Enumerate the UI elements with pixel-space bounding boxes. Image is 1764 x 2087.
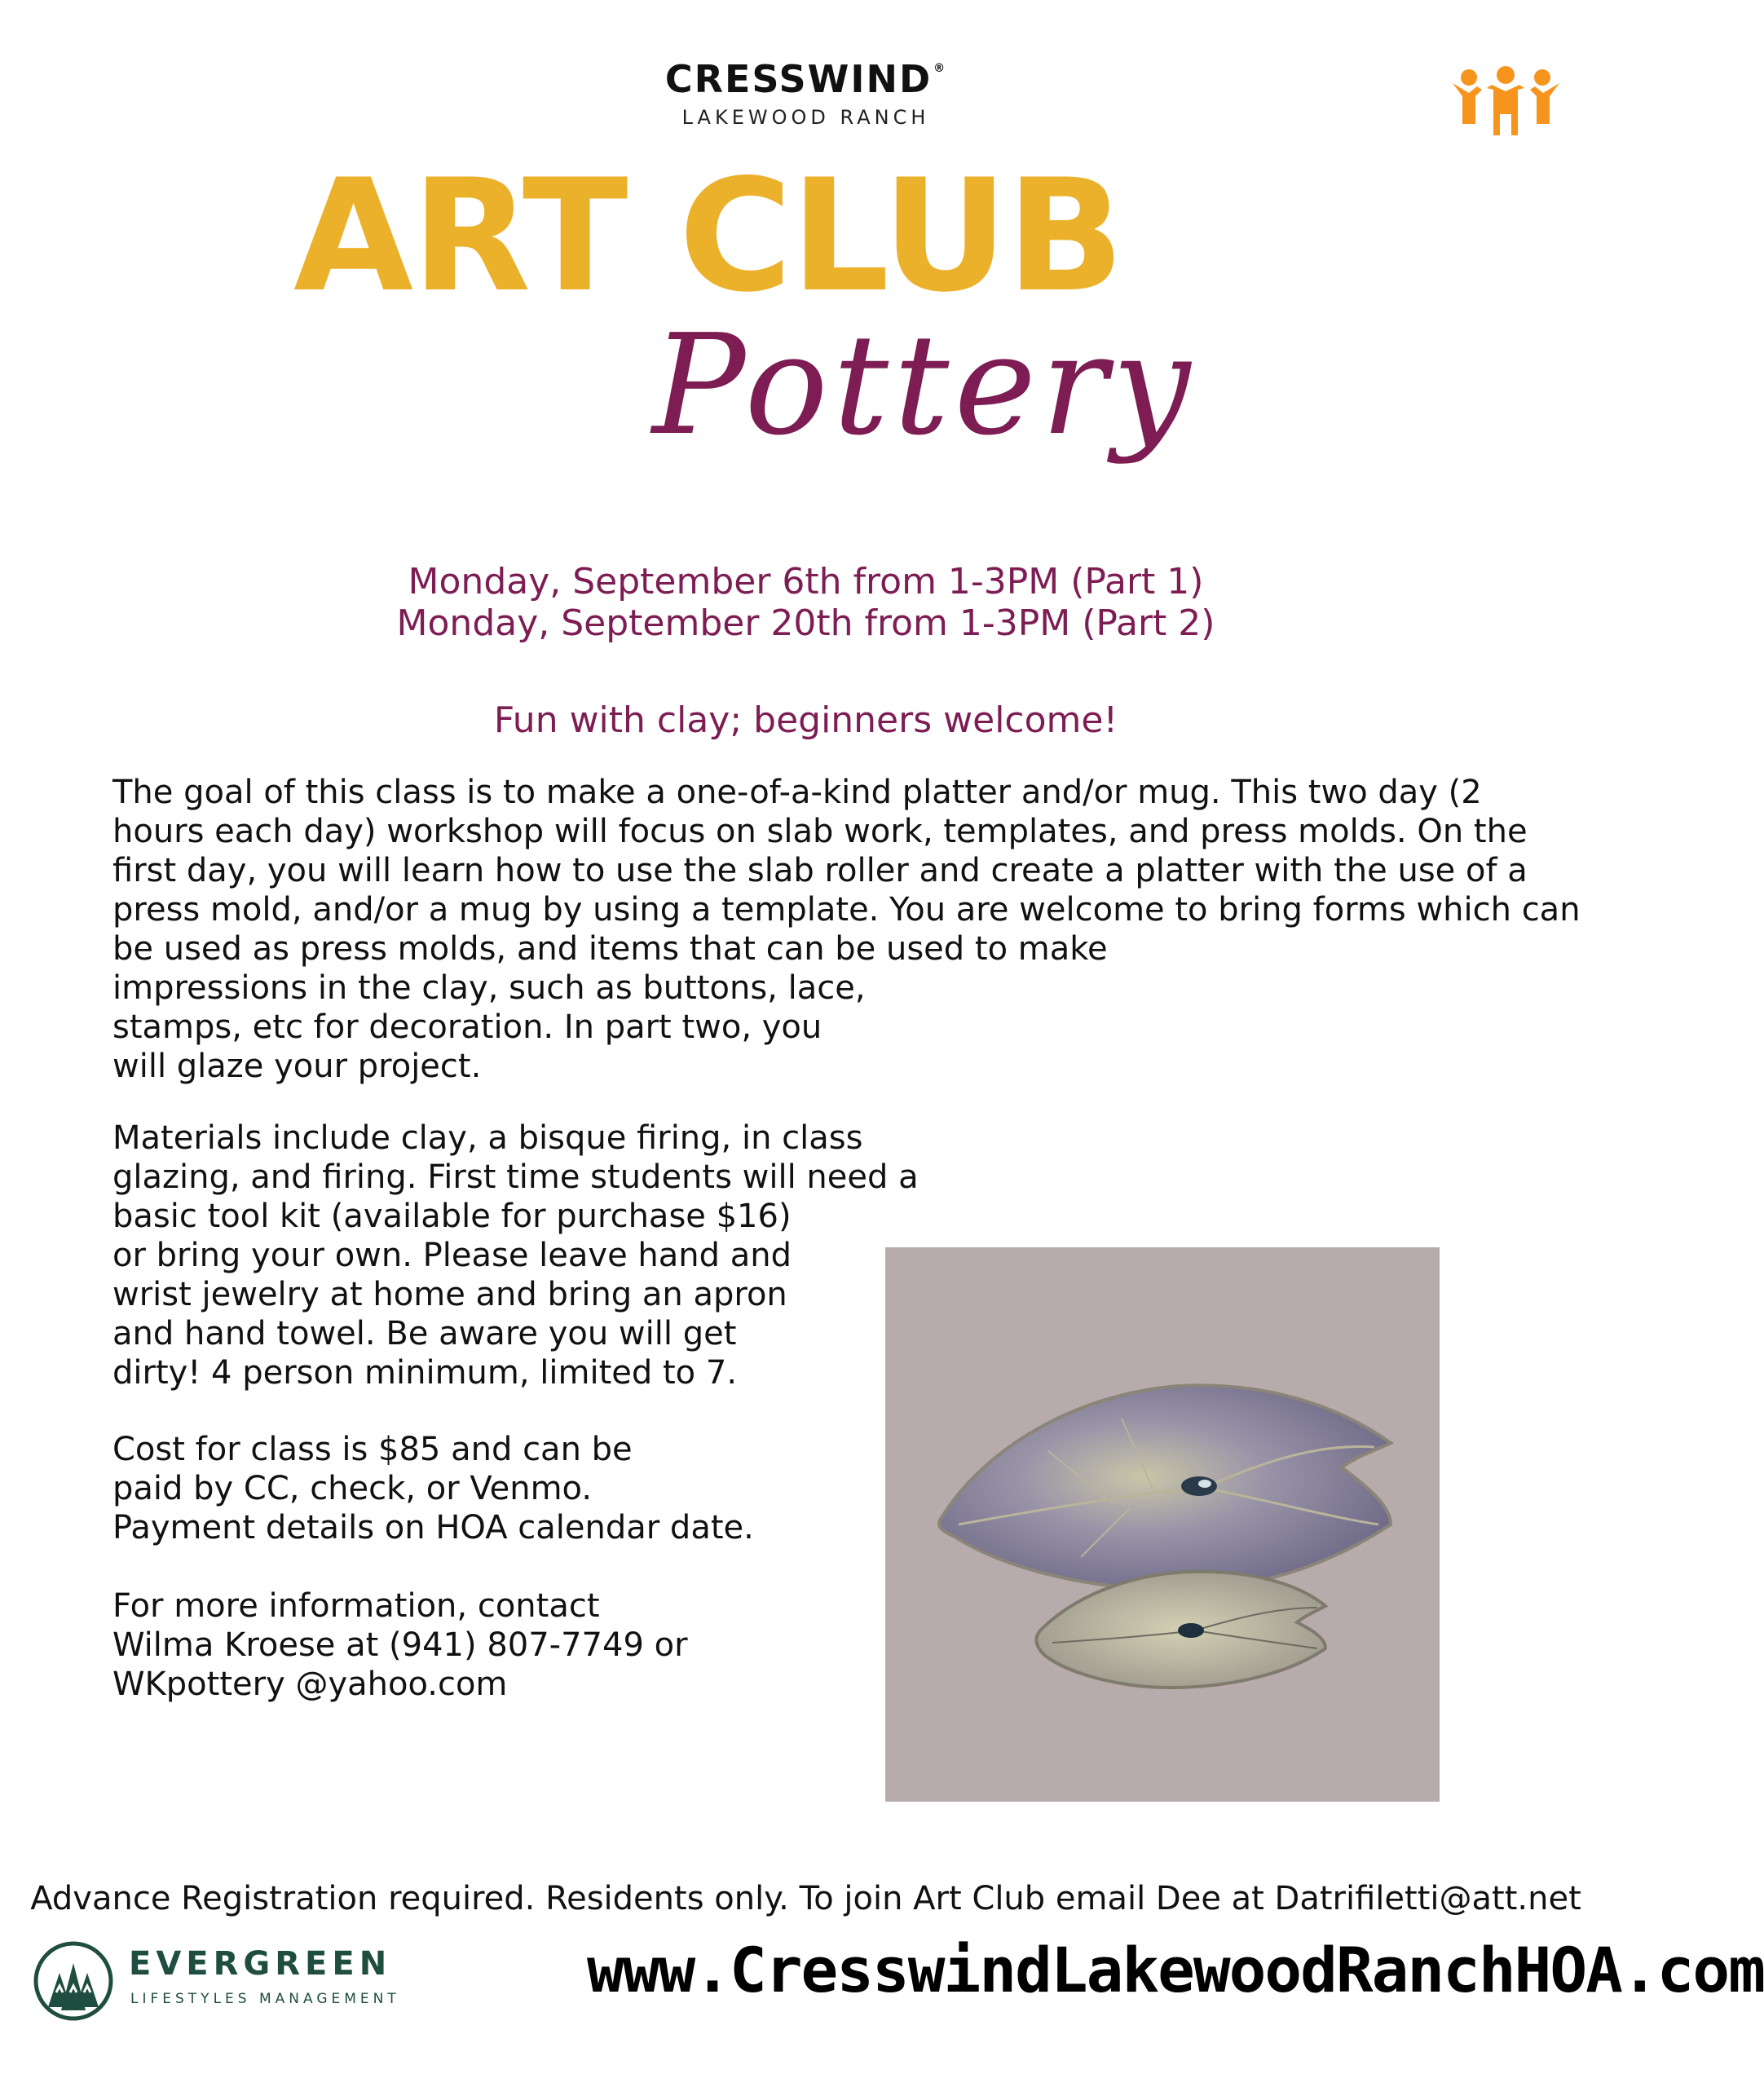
schedule (0, 561, 1612, 644)
schedule-line: Monday, September 20th from 1-3PM (Part 2) (396, 602, 1215, 644)
schedule-line: Monday, September 6th from 1-3PM (Part 1) (408, 561, 1204, 602)
cost-paragraph: Cost for class is $85 and can be paid by CC, check, or Venmo. Payment details on HOA calendar date. (112, 1431, 754, 1546)
people-group-icon (1451, 65, 1561, 139)
brand-logo (0, 57, 1612, 129)
pottery-leaf-platter-photo (885, 1247, 1440, 1802)
brand-name: CRESSWIND ® (664, 57, 947, 101)
registration-note: Advance Registration required. Residents only. To join Art Club email Dee at Datrifiletti@att.net (30, 1880, 1581, 1917)
registered-mark: ® (933, 62, 947, 75)
tagline: Fun with clay; beginners welcome! (493, 699, 1118, 741)
page-title: ART CLUB (293, 146, 1123, 326)
page-subtitle: Pottery (652, 305, 1196, 466)
contact-paragraph: For more information, contact Wilma Kroese at (941) 807-7749 or WKpottery @yahoo.com (112, 1587, 688, 1703)
partner-subtitle: LIFESTYLES MANAGEMENT (130, 1991, 400, 2007)
evergreen-trees-logo (29, 1940, 118, 2022)
description-paragraph: The goal of this class is to make a one-of-a-kind platter and/or mug. This two day (2 hours each day) workshop will focus on slab work, templates, and press molds. On the first day, you will learn how to use the slab roller and create a platter with the use of a press mold, and/or a mug by using a template. You are welcome to bring forms which can be used as press molds, and items that can be used to make impressions in the clay, such as buttons, lace, stamps, etc for decoration. In part two, you will glaze your project. (112, 774, 1581, 1085)
materials-paragraph: Materials include clay, a bisque firing, in class glazing, and firing. First time students will need a basic tool kit (available for purchase $16) or bring your own. Please leave hand and wrist jewelry at home and bring an apron and hand towel. Be aware you will get dirty! 4 person minimum, limited to 7. (112, 1119, 919, 1392)
website-link[interactable]: www.CresswindLakewoodRanchHOA.com (587, 1934, 1764, 2006)
partner-name: EVERGREEN (129, 1945, 392, 1983)
brand-location: LAKEWOOD RANCH (681, 106, 930, 129)
